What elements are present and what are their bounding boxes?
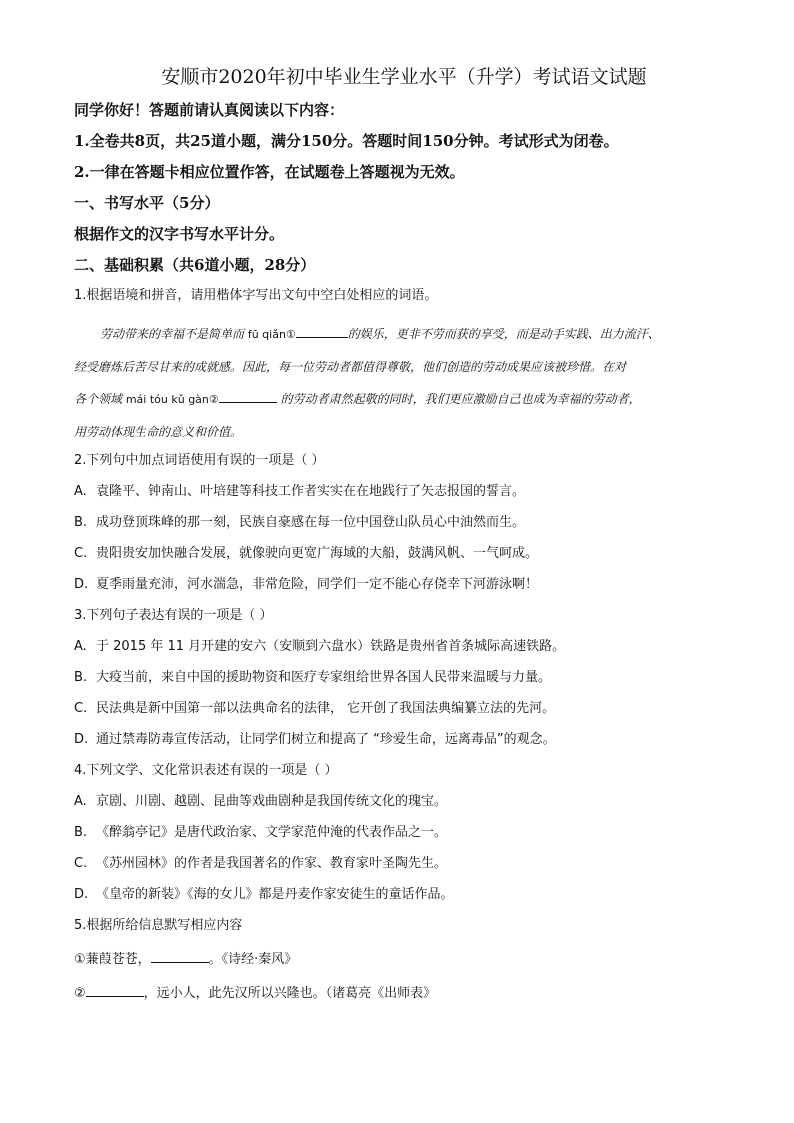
question-5-line-2: ② ，远小人，此先汉所以兴隆也。（诸葛亮《出师表》 xyxy=(74,982,734,1003)
question-4-option-c[interactable]: C. 《苏州园林》的作者是我国著名的作家、教育家叶圣陶先生。 xyxy=(74,855,448,871)
question-2-option-a[interactable]: A. 袁隆平、钟南山、叶培建等科技工作者实实在在地践行了矢志报国的誓言。 xyxy=(74,483,526,499)
section-2-heading: 二、基础积累（共6道小题，28分） xyxy=(74,255,316,274)
question-5-line-1: ①蒹葭苍苍， 。《诗经·秦风》 xyxy=(74,948,734,969)
question-4-option-d[interactable]: D. 《皇帝的新装》《海的女儿》都是丹麦作家安徒生的童话作品。 xyxy=(74,886,454,902)
question-3-option-a[interactable]: A. 于 2015 年 11 月开建的安六（安顺到六盘水）铁路是贵州省首条城际高速铁路。 xyxy=(74,638,566,654)
question-1-stem: 1.根据语境和拼音，请用楷体字写出文句中空白处相应的词语。 xyxy=(74,287,438,303)
passage-line-2: 经受磨炼后苦尽甘来的成就感。因此，每一位劳动者都值得尊敬，他们创造的劳动成果应该被珍惜。在对 xyxy=(74,359,627,374)
passage-line-1: 劳动带来的幸福不是简单而 fū qiǎn① 的娱乐，更非不劳而获的享受，而是动手实践、出力流汗、 xyxy=(74,318,734,351)
question-2-option-d[interactable]: D. 夏季雨量充沛，河水湍急，非常危险，同学们一定不能心存侥幸下河游泳啊！ xyxy=(74,576,539,592)
pinyin-2: mái tóu kǔ gàn② xyxy=(125,392,219,406)
blank-1[interactable] xyxy=(296,323,348,338)
intro-rule-2: 2.一律在答题卡相应位置作答，在试题卷上答题视为无效。 xyxy=(74,162,465,181)
question-2-stem: 2.下列句中加点词语使用有误的一项是（ ） xyxy=(74,452,325,468)
intro-rule-1: 1.全卷共8页，共25道小题，满分150分。答题时间150分钟。考试形式为闭卷。 xyxy=(74,131,619,150)
passage-line-4: 用劳动体现生命的意义和价值。 xyxy=(74,424,243,439)
exam-page xyxy=(74,66,734,1016)
question-1-passage xyxy=(74,318,734,448)
passage-line-3: 各个领域 mái tóu kǔ gàn② 的劳动者肃然起敬的同时，我们更应激励自己也成为幸福的劳动者， xyxy=(74,383,734,416)
question-4-option-a[interactable]: A. 京剧、川剧、越剧、昆曲等戏曲剧种是我国传统文化的瑰宝。 xyxy=(74,793,448,809)
question-3-option-c[interactable]: C. 民法典是新中国第一部以法典命名的法律， 它开创了我国法典编纂立法的先河。 xyxy=(74,700,556,716)
question-3-option-b[interactable]: B. 大疫当前，来自中国的援助物资和医疗专家组给世界各国人民带来温暖与力量。 xyxy=(74,669,552,685)
section-1-heading: 一、书写水平（5分） xyxy=(74,193,220,212)
question-3-stem: 3.下列句子表达有误的一项是（ ） xyxy=(74,607,273,623)
blank-2[interactable] xyxy=(219,388,277,403)
intro-greeting: 同学你好！答题前请认真阅读以下内容： xyxy=(74,100,345,119)
section-1-text: 根据作文的汉字书写水平计分。 xyxy=(74,224,285,243)
question-2-option-c[interactable]: C. 贵阳贵安加快融合发展，就像驶向更宽广海域的大船，鼓满风帆、一气呵成。 xyxy=(74,545,539,561)
question-5-stem: 5.根据所给信息默写相应内容 xyxy=(74,917,243,933)
blank-3[interactable] xyxy=(151,948,209,963)
question-4-stem: 4.下列文学、文化常识表述有误的一项是（ ） xyxy=(74,762,338,778)
question-3-option-d[interactable]: D. 通过禁毒防毒宣传活动，让同学们树立和提高了 “珍爱生命，远离毒品”的观念。 xyxy=(74,731,556,747)
blank-4[interactable] xyxy=(86,982,144,997)
question-4-option-b[interactable]: B. 《醉翁亭记》是唐代政治家、文学家范仲淹的代表作品之一。 xyxy=(74,824,448,840)
page-title: 安顺市2020年初中毕业生学业水平（升学）考试语文试题 xyxy=(161,66,647,88)
pinyin-1: fū qiǎn① xyxy=(247,327,296,341)
question-2-option-b[interactable]: B. 成功登顶珠峰的那一刻，民族自豪感在每一位中国登山队员心中油然而生。 xyxy=(74,514,526,530)
